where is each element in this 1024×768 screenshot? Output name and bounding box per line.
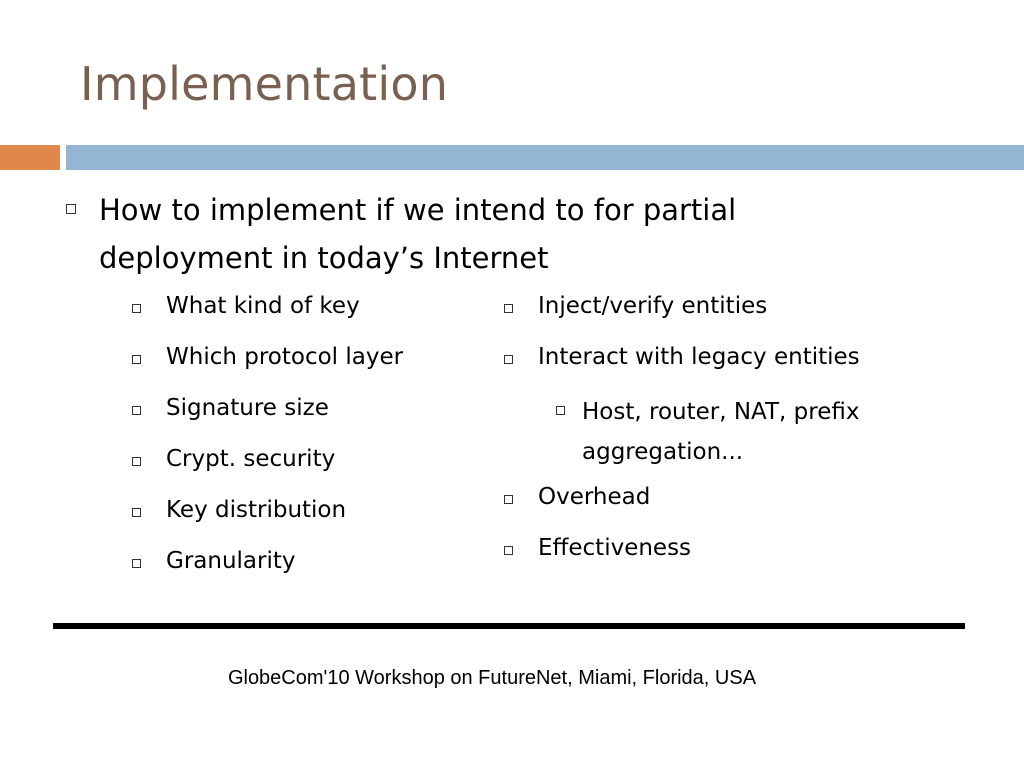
accent-band-blue bbox=[66, 145, 1024, 170]
square-bullet-icon bbox=[504, 355, 513, 364]
list-item bbox=[504, 524, 964, 575]
slide-title: Implementation bbox=[80, 57, 449, 111]
square-bullet-icon bbox=[132, 559, 141, 568]
footer-divider bbox=[53, 623, 965, 629]
list-item-label: Key distribution bbox=[166, 497, 347, 523]
list-item-label: Granularity bbox=[166, 548, 296, 574]
list-item-label: Effectiveness bbox=[538, 535, 692, 561]
list-item bbox=[132, 384, 492, 435]
list-item bbox=[132, 486, 492, 537]
slide-footer: GlobeCom'10 Workshop on FutureNet, Miami, Florida, USA bbox=[227, 667, 757, 689]
square-bullet-icon bbox=[132, 457, 141, 466]
right-sub-bullet-list bbox=[504, 282, 964, 575]
nested-list-item bbox=[504, 384, 964, 473]
list-item bbox=[132, 333, 492, 384]
square-bullet-icon bbox=[132, 508, 141, 517]
square-bullet-icon bbox=[132, 406, 141, 415]
square-bullet-icon bbox=[504, 495, 513, 504]
list-item bbox=[504, 333, 964, 384]
list-item bbox=[132, 435, 492, 486]
list-item bbox=[132, 282, 492, 333]
list-item bbox=[504, 473, 964, 524]
list-item bbox=[132, 537, 492, 588]
list-item-label: What kind of key bbox=[166, 293, 360, 319]
list-item-label: Signature size bbox=[166, 395, 329, 421]
square-bullet-icon bbox=[132, 304, 141, 313]
list-item-label: Interact with legacy entities bbox=[538, 344, 860, 370]
square-bullet-icon bbox=[504, 304, 513, 313]
list-item-label: Overhead bbox=[538, 484, 651, 510]
list-item-label: Crypt. security bbox=[166, 446, 336, 472]
nested-list-item-label: Host, router, NAT, prefix aggregation... bbox=[582, 399, 860, 465]
accent-band-orange bbox=[0, 145, 60, 170]
list-item-label: Which protocol layer bbox=[166, 344, 404, 370]
square-bullet-icon bbox=[66, 204, 76, 214]
main-bullet-text: How to implement if we intend to for partial deployment in today’s Internet bbox=[99, 193, 737, 275]
square-bullet-icon bbox=[556, 406, 565, 415]
square-bullet-icon bbox=[504, 546, 513, 555]
left-sub-bullet-list bbox=[132, 282, 492, 588]
list-item bbox=[504, 282, 964, 333]
square-bullet-icon bbox=[132, 355, 141, 364]
list-item-label: Inject/verify entities bbox=[538, 293, 768, 319]
